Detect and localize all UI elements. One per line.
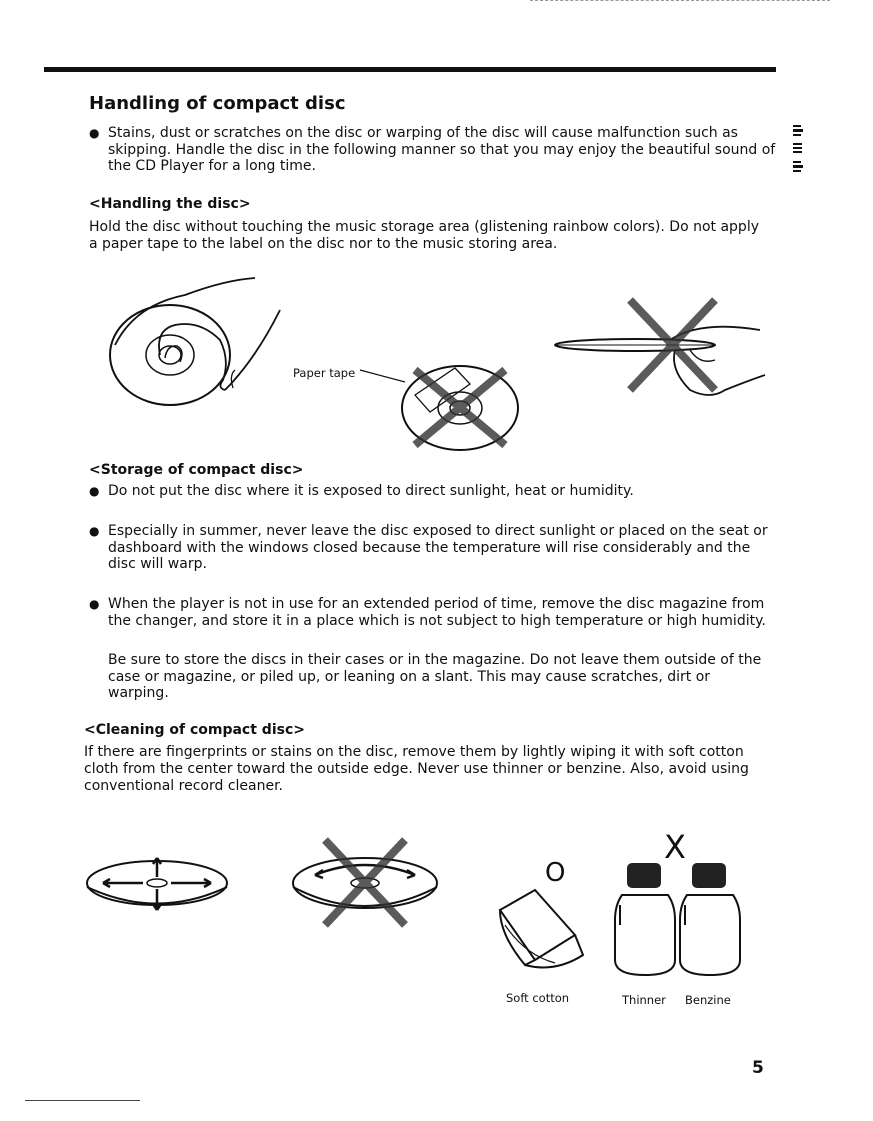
- benzine-label: Benzine: [685, 993, 731, 1007]
- page-title: Handling of compact disc: [89, 93, 346, 114]
- paper-tape-label: Paper tape: [293, 366, 356, 380]
- cleaning-text: If there are fingerprints or stains on the disc, remove them by lightly wiping it with soft cotton cloth from the center toward the outside edge. Never use thinner or benzine. Also, avoid using conventional record cleaner.: [84, 744, 749, 794]
- storage-heading: <Storage of compact disc>: [89, 462, 304, 478]
- cleaning-heading: <Cleaning of compact disc>: [84, 722, 305, 738]
- top-rule: [44, 67, 776, 72]
- disc-held-by-edge-illustration: [550, 290, 770, 410]
- bullet-dot: ●: [89, 126, 100, 140]
- prohibited-x-icon: [415, 370, 505, 445]
- page-number: 5: [752, 1058, 764, 1078]
- thinner-label: Thinner: [622, 993, 666, 1007]
- incorrect-circular-wiping-illustration: [290, 835, 445, 930]
- handling-text: Hold the disc without touching the music storage area (glistening rainbow colors). Do not apply a paper tape to the label on the disc nor to the music storing area.: [89, 219, 759, 252]
- footer-line: [25, 1100, 140, 1101]
- registration-marks: [793, 125, 807, 177]
- hand-holding-disc-illustration: [105, 270, 290, 415]
- disc-with-tape-illustration: [360, 360, 530, 460]
- storage-bullet-3: ● When the player is not in use for an extended period of time, remove the disc magazine from the changer, and store it in a place which is not subject to high temperature or high humidity.: [89, 596, 766, 629]
- storage-bullet-2: ● Especially in summer, never leave the disc exposed to direct sunlight or placed on the seat or dashboard with the windows closed because the temperature will rise considerably and the disc will warp.: [89, 523, 768, 572]
- storage-bullet-1: ● Do not put the disc where it is exposed to direct sunlight, heat or humidity.: [89, 483, 634, 499]
- ng-cross-icon: X: [664, 828, 686, 866]
- intro-bullet: [89, 125, 779, 175]
- storage-extra-text: Be sure to store the discs in their cases or in the magazine. Do not leave them outside of the case or magazine, or piled up, or leaning on a slant. This may cause scratches, dirt or warping.: [108, 652, 762, 701]
- prohibited-x-icon: [325, 840, 405, 925]
- intro-text: Stains, dust or scratches on the disc or warping of the disc will cause malfunction such as skipping. Handle the disc in the following manner so that you may enjoy the beautiful sound of the CD Player for a long time.: [108, 125, 776, 174]
- soft-cotton-label: Soft cotton: [506, 991, 570, 1005]
- correct-wiping-direction-illustration: [85, 850, 235, 920]
- soft-cotton-cloth-illustration: [495, 885, 590, 980]
- top-dashed-line: [530, 0, 830, 1]
- thinner-benzine-bottles-illustration: [610, 855, 745, 980]
- ok-circle-icon: O: [545, 858, 566, 888]
- handling-heading: <Handling the disc>: [89, 196, 251, 212]
